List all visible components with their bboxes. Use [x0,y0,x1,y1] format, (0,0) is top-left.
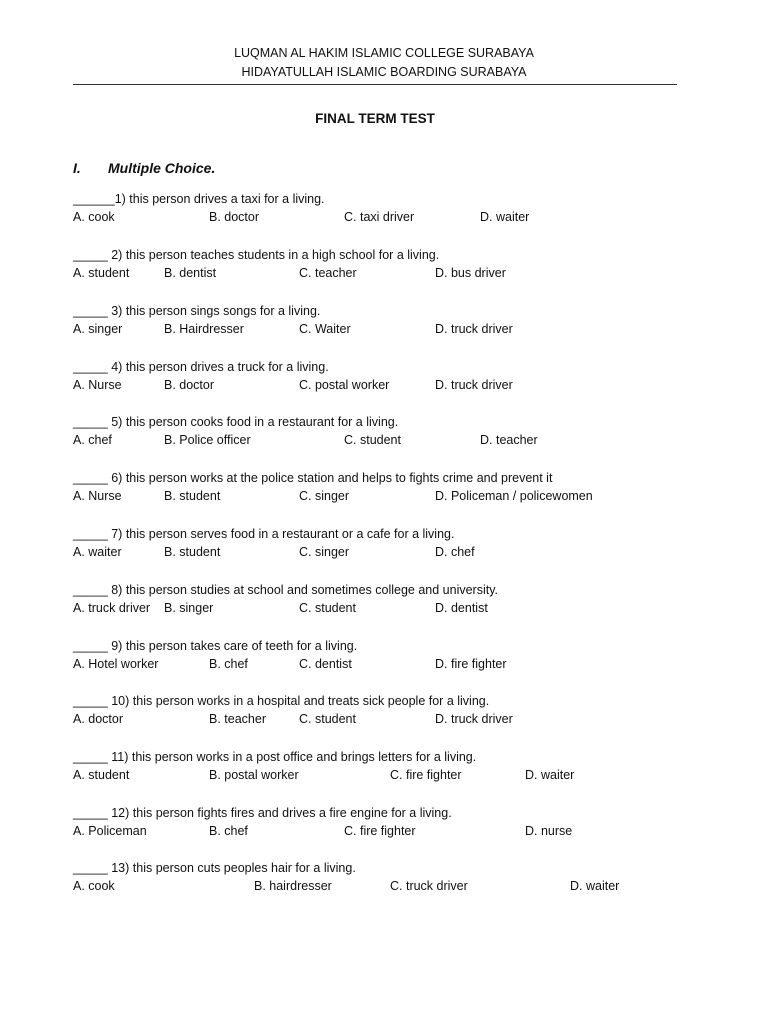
option-d: D. truck driver [435,322,513,336]
option-c: C. teacher [299,266,357,280]
option-a: A. waiter [73,545,122,559]
question-1 [73,190,693,226]
option-b: B. singer [164,601,214,615]
option-c: C. taxi driver [344,210,415,224]
answer-options [73,655,693,673]
option-d: D. waiter [525,768,575,782]
option-c: C. dentist [299,657,352,671]
option-d: D. waiter [480,210,530,224]
option-d: D. teacher [480,433,538,447]
option-c: C. student [344,433,401,447]
answer-options [73,487,693,505]
option-b: B. student [164,489,221,503]
option-a: A. truck driver [73,601,151,615]
question-10 [73,692,693,728]
option-b: B. doctor [164,378,215,392]
question-stem: _____ 8) this person studies at school and sometimes college and university. [73,583,499,597]
answer-options [73,822,693,840]
option-b: B. postal worker [209,768,299,782]
question-12 [73,804,693,840]
option-b: B. dentist [164,266,217,280]
answer-options [73,208,693,226]
option-b: B. hairdresser [254,879,332,893]
option-a: A. student [73,768,130,782]
answer-options [73,376,693,394]
option-d: D. nurse [525,824,573,838]
option-d: D. chef [435,545,475,559]
question-stem: _____ 9) this person takes care of teeth for a living. [73,639,358,653]
section-title: Multiple Choice. [108,160,216,176]
option-b: B. chef [209,824,248,838]
question-stem: ______1) this person drives a taxi for a living. [73,192,325,206]
school-name-line-2: HIDAYATULLAH ISLAMIC BOARDING SURABAYA [241,65,527,79]
answer-options [73,766,693,784]
question-13 [73,859,693,895]
option-d: D. Policeman / policewomen [435,489,593,503]
school-name-line-1: LUQMAN AL HAKIM ISLAMIC COLLEGE SURABAYA [234,46,534,60]
answer-options [73,710,693,728]
answer-options [73,877,693,895]
option-d: D. truck driver [435,378,513,392]
option-c: C. fire fighter [344,824,416,838]
option-c: C. student [299,712,356,726]
option-c: C. postal worker [299,378,390,392]
question-stem: _____ 12) this person fights fires and drives a fire engine for a living. [73,806,452,820]
option-b: B. Hairdresser [164,322,244,336]
option-d: D. waiter [570,879,620,893]
question-6 [73,469,693,505]
question-7 [73,525,693,561]
question-4 [73,358,693,394]
option-a: A. Hotel worker [73,657,159,671]
option-c: C. fire fighter [390,768,462,782]
answer-options [73,599,693,617]
answer-options [73,543,693,561]
question-2 [73,246,693,282]
option-c: C. truck driver [390,879,468,893]
option-a: A. Nurse [73,489,122,503]
option-c: C. student [299,601,356,615]
option-a: A. Policeman [73,824,147,838]
option-a: A. student [73,266,130,280]
question-3 [73,302,693,338]
question-stem: _____ 6) this person works at the police station and helps to fights crime and prevent it [73,471,553,485]
option-a: A. cook [73,210,115,224]
answer-options [73,320,693,338]
answer-options [73,264,693,282]
option-b: B. student [164,545,221,559]
option-d: D. bus driver [435,266,506,280]
question-stem: _____ 5) this person cooks food in a restaurant for a living. [73,415,399,429]
option-a: A. chef [73,433,112,447]
option-a: A. Nurse [73,378,122,392]
header-divider [73,84,677,85]
option-b: B. chef [209,657,248,671]
question-stem: _____ 11) this person works in a post office and brings letters for a living. [73,750,477,764]
question-stem: _____ 4) this person drives a truck for a living. [73,360,329,374]
question-stem: _____ 2) this person teaches students in a high school for a living. [73,248,440,262]
question-stem: _____ 7) this person serves food in a restaurant or a cafe for a living. [73,527,455,541]
option-d: D. truck driver [435,712,513,726]
option-b: B. Police officer [164,433,251,447]
question-8 [73,581,693,617]
option-a: A. singer [73,322,123,336]
test-title: FINAL TERM TEST [315,111,435,126]
question-5 [73,413,693,449]
section-heading [73,160,215,176]
option-b: B. doctor [209,210,260,224]
school-header [0,44,768,82]
option-a: A. cook [73,879,115,893]
option-c: C. Waiter [299,322,351,336]
option-a: A. doctor [73,712,124,726]
option-c: C. singer [299,545,350,559]
answer-options [73,431,693,449]
question-11 [73,748,693,784]
option-d: D. fire fighter [435,657,507,671]
question-stem: _____ 10) this person works in a hospital and treats sick people for a living. [73,694,490,708]
question-9 [73,637,693,673]
option-c: C. singer [299,489,350,503]
question-stem: _____ 13) this person cuts peoples hair for a living. [73,861,356,875]
option-b: B. teacher [209,712,266,726]
section-number: I. [73,160,81,176]
question-stem: _____ 3) this person sings songs for a living. [73,304,321,318]
option-d: D. dentist [435,601,488,615]
